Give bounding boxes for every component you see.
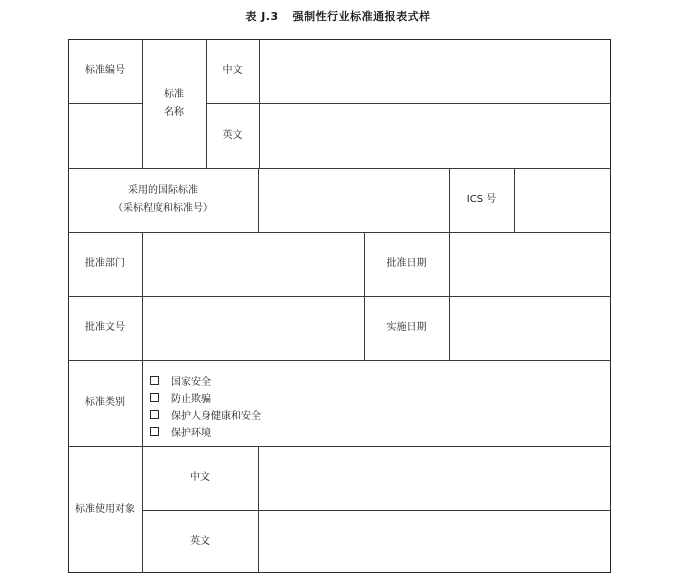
target-english-field[interactable] [258, 510, 611, 573]
table-title-text: 强制性行业标准通报表式样 [292, 10, 431, 23]
name-english-field[interactable] [259, 103, 611, 168]
standard-number-label: 标准编号 [85, 65, 125, 76]
row-divider [68, 360, 611, 361]
column-divider [142, 360, 143, 446]
standard-number-value[interactable] [68, 103, 142, 168]
category-option[interactable] [150, 423, 261, 440]
target-english-label: 英文 [190, 535, 210, 547]
target-chinese-label: 中文 [190, 472, 210, 483]
checkbox-icon[interactable] [150, 393, 159, 402]
impl-date-field[interactable] [449, 296, 611, 360]
approval-date-field[interactable] [449, 232, 611, 296]
target-chinese-field[interactable] [258, 446, 611, 510]
standard-name-label-line1: 标准 [164, 88, 184, 100]
category-checklist [150, 372, 261, 440]
table-number: 表 J.3 [245, 10, 279, 23]
category-option-label: 保护环境 [171, 428, 211, 439]
standard-name-label-line2: 名称 [164, 106, 184, 118]
category-option-label: 防止欺骗 [171, 394, 211, 405]
ics-field[interactable] [514, 168, 611, 232]
approval-doc-label: 批准文号 [85, 322, 125, 333]
approval-dept-field[interactable] [142, 232, 364, 296]
impl-date-label: 实施日期 [386, 322, 427, 333]
intl-standard-field[interactable] [258, 168, 449, 232]
standard-name-label [142, 39, 206, 168]
approval-dept-label: 批准部门 [85, 258, 125, 269]
intl-standard-label-line2: （采标程度和标准号） [113, 203, 213, 214]
checkbox-icon[interactable] [150, 410, 159, 419]
checkbox-icon[interactable] [150, 427, 159, 436]
table-title [0, 8, 676, 24]
checkbox-icon[interactable] [150, 376, 159, 385]
ics-label: ICS 号 [466, 194, 497, 205]
target-label: 标准使用对象 [75, 503, 135, 515]
name-chinese-field[interactable] [259, 39, 611, 103]
category-option[interactable] [150, 372, 261, 389]
approval-date-label: 批准日期 [386, 258, 427, 269]
category-option[interactable] [150, 389, 261, 406]
intl-standard-label [68, 168, 258, 232]
category-option-label: 国家安全 [171, 377, 211, 388]
approval-doc-field[interactable] [142, 296, 364, 360]
category-label: 标准类别 [85, 397, 125, 408]
name-english-label: 英文 [222, 129, 243, 141]
category-option-label: 保护人身健康和安全 [171, 411, 261, 422]
name-chinese-label: 中文 [222, 65, 243, 76]
category-option[interactable] [150, 406, 261, 423]
intl-standard-label-line1: 采用的国际标准 [128, 185, 198, 196]
